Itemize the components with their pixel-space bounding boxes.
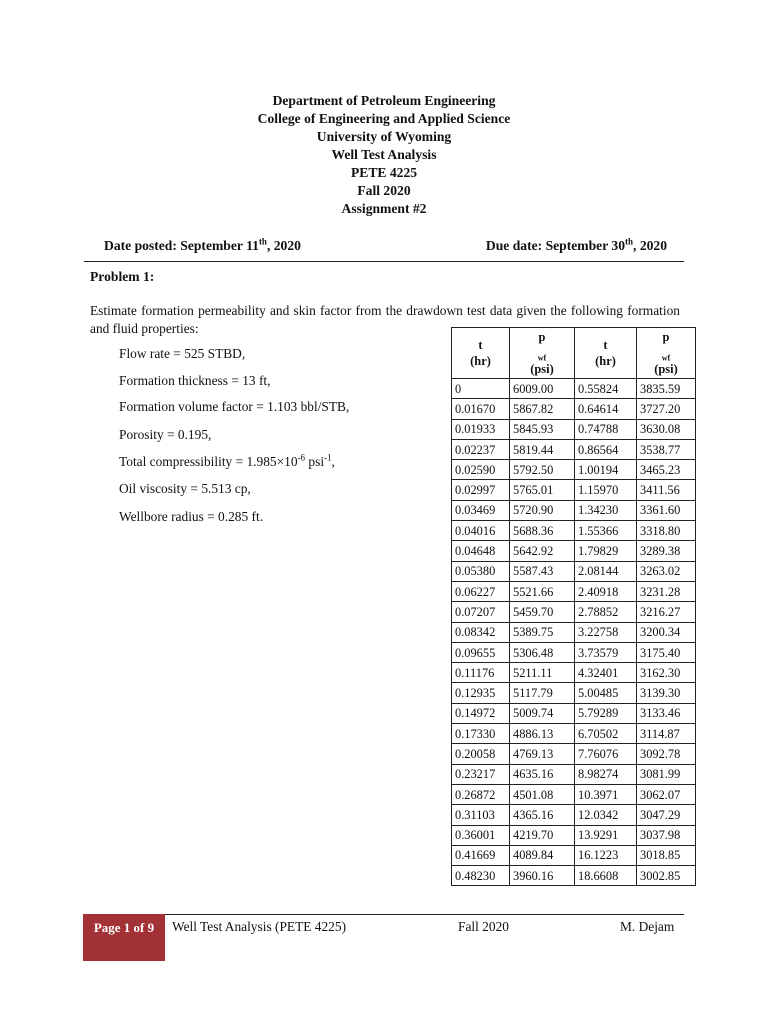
column-header-unit: (psi) — [654, 362, 678, 376]
table-cell: 5720.90 — [510, 500, 575, 520]
table-cell: 0.64614 — [575, 399, 637, 419]
due-date-text: Due date: September 30 — [485, 238, 625, 253]
table-cell: 5845.93 — [510, 419, 575, 439]
table-row — [452, 805, 696, 825]
table-cell: 3835.59 — [637, 379, 696, 399]
table-cell: 0.07207 — [452, 602, 510, 622]
table-cell: 5117.79 — [510, 683, 575, 703]
table-cell: 1.34230 — [575, 500, 637, 520]
table-cell: 13.9291 — [575, 825, 637, 845]
compressibility-value: Total compressibility = 1.985×10 — [119, 454, 298, 469]
table-cell: 0.02997 — [452, 480, 510, 500]
table-cell: 4501.08 — [510, 784, 575, 804]
table-cell: 0.20058 — [452, 744, 510, 764]
table-row — [452, 724, 696, 744]
table-row — [452, 622, 696, 642]
table-cell: 0.55824 — [575, 379, 637, 399]
property-fvf: Formation volume factor = 1.103 bbl/STB, — [119, 399, 350, 414]
table-row — [452, 480, 696, 500]
table-cell: 5009.74 — [510, 703, 575, 723]
table-cell: 3162.30 — [637, 663, 696, 683]
table-header-row — [452, 328, 696, 379]
table-cell: 1.00194 — [575, 460, 637, 480]
column-header-symbol — [640, 329, 692, 361]
header-term: Fall 2020 — [357, 183, 411, 198]
date-posted — [104, 238, 301, 254]
table-cell: 5521.66 — [510, 581, 575, 601]
property-compressibility — [119, 454, 335, 470]
table-cell: 3200.34 — [637, 622, 696, 642]
column-header-unit: (psi) — [530, 362, 554, 376]
table-cell: 1.15970 — [575, 480, 637, 500]
table-row — [452, 845, 696, 865]
header-university: University of Wyoming — [316, 129, 452, 144]
table-cell: 0.06227 — [452, 581, 510, 601]
column-header-symbol: t — [478, 338, 483, 352]
table-cell: 6009.00 — [510, 379, 575, 399]
table-cell: 0.48230 — [452, 866, 510, 886]
table-cell: 5.79289 — [575, 703, 637, 723]
table-cell: 5642.92 — [510, 541, 575, 561]
table-cell: 3.22758 — [575, 622, 637, 642]
table-cell: 3092.78 — [637, 744, 696, 764]
table-cell: 0.26872 — [452, 784, 510, 804]
table-cell: 3318.80 — [637, 521, 696, 541]
property-porosity: Porosity = 0.195, — [119, 427, 212, 442]
table-cell: 0 — [452, 379, 510, 399]
table-cell: 0.36001 — [452, 825, 510, 845]
pressure-subscript: wf — [537, 353, 547, 363]
table-cell: 5688.36 — [510, 521, 575, 541]
property-radius: Wellbore radius = 0.285 ft. — [119, 509, 264, 524]
column-header-symbol: t — [603, 338, 608, 352]
table-cell: 0.17330 — [452, 724, 510, 744]
table-row — [452, 744, 696, 764]
table-row — [452, 581, 696, 601]
table-cell: 0.03469 — [452, 500, 510, 520]
footer-author: M. Dejam — [620, 919, 675, 934]
table-cell: 0.11176 — [452, 663, 510, 683]
table-cell: 3.73579 — [575, 642, 637, 662]
problem-statement: Estimate formation permeability and skin factor from the drawdown test data given the following formation and fluid properties: — [90, 303, 680, 336]
header-department: Department of Petroleum Engineering — [272, 93, 496, 108]
table-cell: 0.02590 — [452, 460, 510, 480]
table-cell: 0.14972 — [452, 703, 510, 723]
table-cell: 0.04648 — [452, 541, 510, 561]
column-header-pressure-1 — [510, 328, 575, 379]
drawdown-data-table — [451, 327, 696, 886]
table-cell: 3114.87 — [637, 724, 696, 744]
table-cell: 3133.46 — [637, 703, 696, 723]
table-cell: 5867.82 — [510, 399, 575, 419]
table-row — [452, 521, 696, 541]
date-posted-text: Date posted: September 11 — [104, 238, 259, 253]
table-cell: 3062.07 — [637, 784, 696, 804]
page-number-badge: Page 1 of 9 — [83, 914, 165, 961]
table-cell: 2.78852 — [575, 602, 637, 622]
table-cell: 4635.16 — [510, 764, 575, 784]
table-row — [452, 561, 696, 581]
table-cell: 4219.70 — [510, 825, 575, 845]
header-course-title: Well Test Analysis — [331, 147, 437, 162]
header-divider — [84, 261, 684, 262]
table-cell: 2.40918 — [575, 581, 637, 601]
date-posted-year: , 2020 — [266, 238, 301, 253]
table-cell: 10.3971 — [575, 784, 637, 804]
compressibility-comma: , — [331, 454, 335, 469]
table-cell: 3630.08 — [637, 419, 696, 439]
table-cell: 0.02237 — [452, 439, 510, 459]
table-cell: 3002.85 — [637, 866, 696, 886]
table-cell: 3175.40 — [637, 642, 696, 662]
table-cell: 2.08144 — [575, 561, 637, 581]
table-row — [452, 663, 696, 683]
due-date — [486, 238, 667, 254]
table-body — [452, 379, 696, 886]
footer-course: Well Test Analysis (PETE 4225) — [172, 919, 347, 934]
table-cell: 5792.50 — [510, 460, 575, 480]
table-cell: 3411.56 — [637, 480, 696, 500]
table-cell: 3231.28 — [637, 581, 696, 601]
table-cell: 3037.98 — [637, 825, 696, 845]
table-row — [452, 460, 696, 480]
table-row — [452, 642, 696, 662]
pressure-subscript: wf — [661, 353, 671, 363]
property-thickness: Formation thickness = 13 ft, — [119, 373, 271, 388]
table-cell: 0.31103 — [452, 805, 510, 825]
header-assignment: Assignment #2 — [341, 201, 427, 216]
table-cell: 1.79829 — [575, 541, 637, 561]
compressibility-exponent: -6 — [297, 452, 306, 463]
table-cell: 3727.20 — [637, 399, 696, 419]
table-row — [452, 866, 696, 886]
table-cell: 3289.38 — [637, 541, 696, 561]
table-cell: 5765.01 — [510, 480, 575, 500]
table-cell: 3216.27 — [637, 602, 696, 622]
table-row — [452, 764, 696, 784]
column-header-unit: (hr) — [595, 354, 616, 368]
table-cell: 3081.99 — [637, 764, 696, 784]
table-cell: 4886.13 — [510, 724, 575, 744]
table-cell: 0.08342 — [452, 622, 510, 642]
column-header-symbol — [513, 329, 571, 361]
due-date-year: , 2020 — [633, 238, 667, 253]
header-college: College of Engineering and Applied Science — [257, 111, 511, 126]
table-cell: 3018.85 — [637, 845, 696, 865]
column-header-unit: (hr) — [470, 354, 491, 368]
table-cell: 8.98274 — [575, 764, 637, 784]
table-row — [452, 439, 696, 459]
compressibility-unit: psi — [305, 454, 325, 469]
table-cell: 5459.70 — [510, 602, 575, 622]
table-row — [452, 419, 696, 439]
column-header-time-2 — [575, 328, 637, 379]
table-row — [452, 784, 696, 804]
table-cell: 3465.23 — [637, 460, 696, 480]
table-cell: 5819.44 — [510, 439, 575, 459]
table-row — [452, 541, 696, 561]
table-cell: 0.86564 — [575, 439, 637, 459]
table-cell: 3139.30 — [637, 683, 696, 703]
table-cell: 3538.77 — [637, 439, 696, 459]
table-row — [452, 703, 696, 723]
table-cell: 3361.60 — [637, 500, 696, 520]
table-cell: 0.41669 — [452, 845, 510, 865]
table-row — [452, 500, 696, 520]
table-cell: 4089.84 — [510, 845, 575, 865]
problem-title: Problem 1: — [90, 269, 155, 284]
table-row — [452, 379, 696, 399]
table-cell: 3960.16 — [510, 866, 575, 886]
table-cell: 5389.75 — [510, 622, 575, 642]
table-cell: 12.0342 — [575, 805, 637, 825]
table-cell: 3263.02 — [637, 561, 696, 581]
table-cell: 0.01933 — [452, 419, 510, 439]
table-cell: 0.01670 — [452, 399, 510, 419]
table-row — [452, 825, 696, 845]
table-cell: 0.23217 — [452, 764, 510, 784]
property-flow-rate: Flow rate = 525 STBD, — [119, 346, 246, 361]
property-viscosity: Oil viscosity = 5.513 cp, — [119, 481, 251, 496]
table-cell: 5211.11 — [510, 663, 575, 683]
table-cell: 0.09655 — [452, 642, 510, 662]
table-cell: 6.70502 — [575, 724, 637, 744]
pressure-symbol: p — [538, 330, 546, 344]
table-cell: 0.12935 — [452, 683, 510, 703]
table-row — [452, 683, 696, 703]
table-cell: 3047.29 — [637, 805, 696, 825]
table-cell: 5.00485 — [575, 683, 637, 703]
column-header-time-1 — [452, 328, 510, 379]
table-cell: 4365.16 — [510, 805, 575, 825]
document-header — [0, 92, 768, 218]
table-cell: 4.32401 — [575, 663, 637, 683]
footer-term: Fall 2020 — [458, 919, 509, 934]
table-cell: 0.05380 — [452, 561, 510, 581]
table-row — [452, 399, 696, 419]
table-cell: 7.76076 — [575, 744, 637, 764]
table-cell: 0.74788 — [575, 419, 637, 439]
table-cell: 16.1223 — [575, 845, 637, 865]
column-header-pressure-2 — [637, 328, 696, 379]
due-date-ordinal: th — [625, 236, 634, 247]
footer-divider — [84, 914, 684, 915]
table-row — [452, 602, 696, 622]
compressibility-unit-exponent: -1 — [324, 452, 332, 463]
pressure-symbol: p — [662, 330, 670, 344]
date-posted-ordinal: th — [258, 236, 267, 247]
table-cell: 18.6608 — [575, 866, 637, 886]
table-cell: 4769.13 — [510, 744, 575, 764]
table-cell: 5587.43 — [510, 561, 575, 581]
table-cell: 0.04016 — [452, 521, 510, 541]
header-course-code: PETE 4225 — [350, 165, 418, 180]
table-cell: 5306.48 — [510, 642, 575, 662]
table-cell: 1.55366 — [575, 521, 637, 541]
